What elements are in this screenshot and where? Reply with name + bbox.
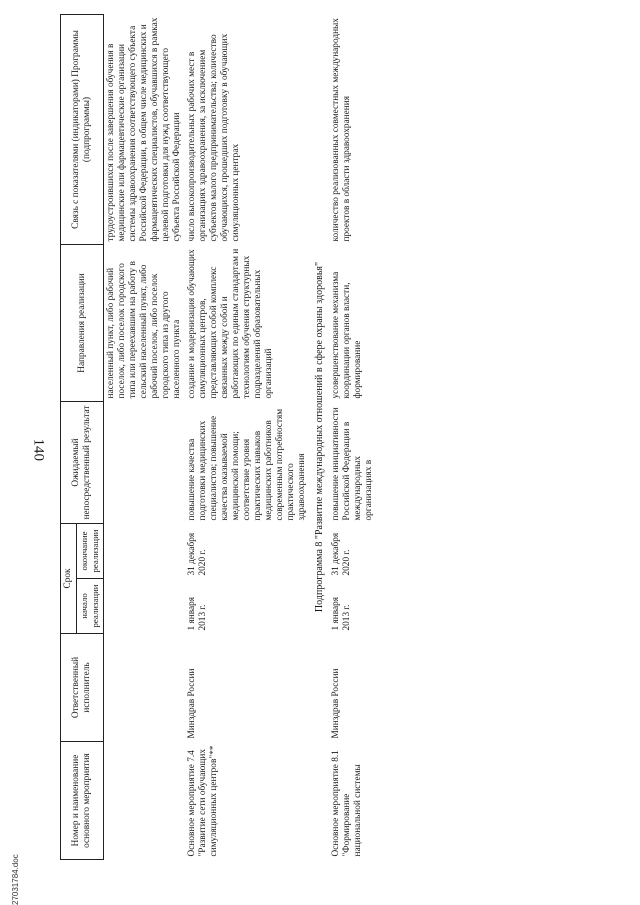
cell-result: повышение качества подготовки медицинских специалистов; повышение качества оказываемой медицинской помощи; соответствие уровня практических навыков медицинских работников современным потребностям практического здравоохранения (187, 408, 307, 521)
header-result: Ожидаемый непосредственный результат (61, 401, 104, 523)
subprogram-title: Подпрограмма 8 "Развитие международных отношений в сфере охраны здоровья" (314, 261, 325, 613)
cell-measure: Основное мероприятие 7.4 "Развитие сети обучающих симуляционных центров"** (187, 745, 219, 857)
cell-measure (104, 742, 186, 860)
header-indicators: Связь с показателями (индикаторами) Программы (подпрограммы) (61, 14, 104, 244)
document-id: 27031784.doc (11, 854, 20, 905)
table-row (104, 14, 186, 859)
header-term: Срок (61, 523, 77, 633)
header-directions: Направления реализации (61, 244, 104, 401)
page-number: 140 (30, 438, 47, 461)
measures-table (60, 14, 377, 860)
header-measure: Номер и наименование основного мероприятия (61, 742, 104, 860)
subprogram-row (310, 14, 329, 859)
cell-end: 31 декабря 2020 г. (187, 532, 208, 576)
cell-result: повышение инициативности Российской Федерации в международных организациях в (331, 407, 374, 521)
cell-end: 31 декабря 2020 г. (331, 532, 352, 576)
table-row (185, 14, 310, 859)
cell-start: 1 января 2013 г. (187, 596, 208, 631)
cell-indicators: трудоустроившихся после завершения обучения в медицинские или фармацевтические организации системы здравоохранения соответствующего субъекта Российской Федерации, в общем числе медицинских и фармацевтических специалистов, обучавшихся в рамках целевой подготовки для нужд соответствующего субъекта Российской Федерации (106, 17, 182, 242)
cell-directions: усовершенствование механизма координации органов власти, формирование (331, 271, 363, 399)
cell-executor (104, 634, 186, 742)
header-term-end: окончание реализации (77, 523, 104, 578)
cell-end (104, 523, 186, 578)
cell-indicators: число высокопроизводительных рабочих мест в организациях здравоохранения, за исключением субъектов малого предпринимательства; количество обучающихся, прошедших подготовку в обучающих симуляционных центрах (187, 33, 241, 242)
header-term-start: начало реализации (77, 579, 104, 634)
cell-measure: Основное мероприятие 8.1 "Формирование национальной системы (331, 750, 363, 857)
cell-executor: Минздрав России (331, 668, 341, 739)
cell-start: 1 января 2013 г. (331, 596, 352, 631)
cell-result (104, 401, 186, 523)
cell-start (104, 579, 186, 634)
cell-directions: создание и модернизация обучающих симуляционных центров, представляющих собой комплекс связанных между собой и работающих по единым стандартам и технологиям обучения структурных подразделений образовательных организаций (187, 248, 274, 399)
cell-directions: населенный пункт, либо рабочий поселок, либо поселок городского типа или переехавшим на работу в сельский населенный пункт, либо рабочий поселок, либо поселок городского типа из другого населенного пункта (106, 261, 182, 399)
cell-executor: Минздрав России (187, 668, 197, 739)
cell-indicators: количество реализованных совместных международных проектов в области здравоохранения (331, 18, 352, 242)
table-row (329, 14, 377, 859)
header-executor: Ответственный исполнитель (61, 634, 104, 742)
rotated-table-area (60, 15, 630, 860)
